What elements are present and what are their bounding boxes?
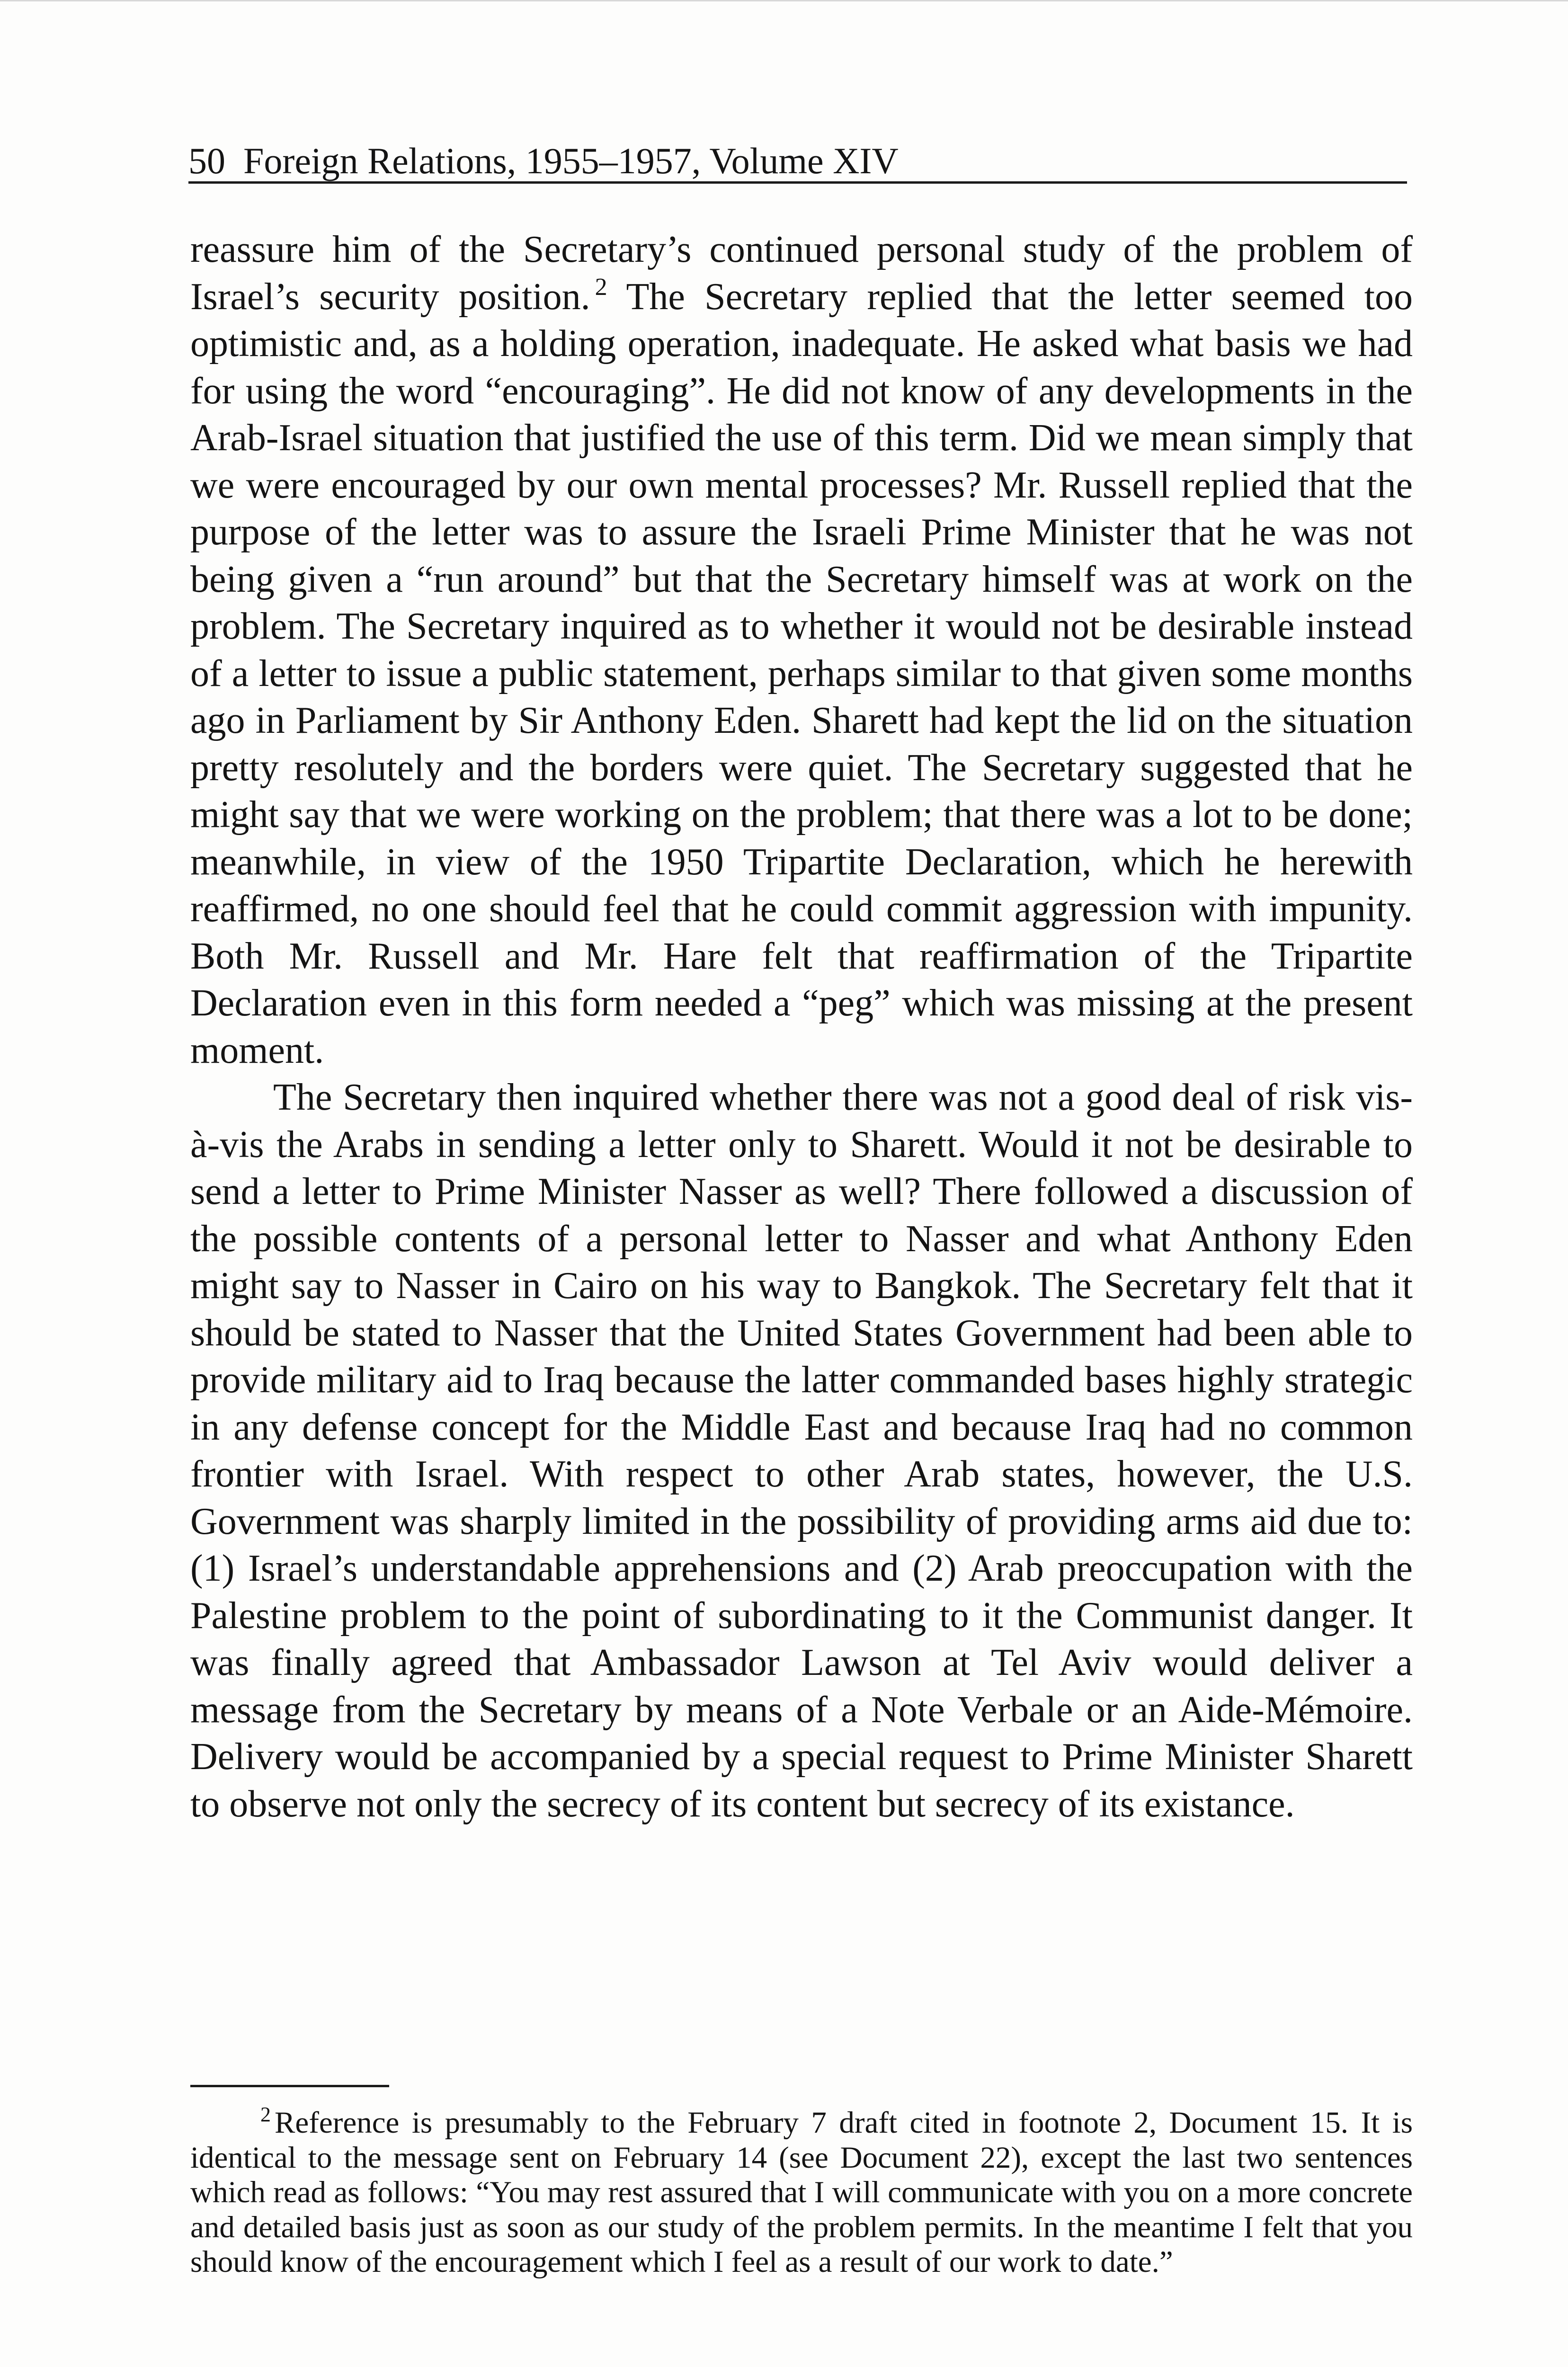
- paragraph-2: The Secretary then inquired whether there was not a good deal of risk vis-à-vis the Arabs in sending a letter only to Sharett. Would it not be desirable to send a letter to Prime Minister Nasser as well? There followed a discussion of the possible contents of a personal letter to Nasser and what Anthony Eden might say to Nasser in Cairo on his way to Bangkok. The Secretary felt that it should be stated to Nasser that the United States Government had been able to provide military aid to Iraq because the latter commanded bases highly strategic in any defense concept for the Middle East and because Iraq had no common frontier with Israel. With respect to other Arab states, however, the U.S. Government was sharply limited in the possibility of providing arms aid due to: (1) Israel’s understandable apprehensions and (2) Arab preoccupation with the Palestine problem to the point of subordinating to it the Communist danger. It was finally agreed that Ambassador Lawson at Tel Aviv would deliver a message from the Secretary by means of a Note Verbale or an Aide-Mémoire. Delivery would be accompanied by a special request to Prime Minister Sharett to observe not only the secrecy of its content but secrecy of its existance.: [190, 1077, 1413, 1825]
- top-edge-rule: [0, 0, 1568, 1]
- footnote-2: [190, 2103, 1413, 2280]
- paragraph-1-text-b: The Secretary replied that the letter seemed too optimistic and, as a holding operation, inadequate. He asked what basis we had for using the word “encouraging”. He did not know of any developments in the Arab-Israel situation that justified the use of this term. Did we mean simply that we were encouraged by our own mental processes? Mr. Russell replied that the purpose of the letter was to assure the Israeli Prime Minister that he was not being given a “run around” but that the Secretary himself was at work on the problem. The Secretary inquired as to whether it would not be desirable instead of a letter to issue a public statement, perhaps similar to that given some months ago in Parliament by Sir Anthony Eden. Sharett had kept the lid on the situation pretty resolutely and the borders were quiet. The Secretary suggested that he might say that we were working on the problem; that there was a lot to be done; meanwhile, in view of the 1950 Tripartite Declaration, which he herewith reaffirmed, no one should feel that he could commit aggression with impunity. Both Mr. Russell and Mr. Hare felt that reaffirmation of the Tripartite Declaration even in this form needed a “peg” which was missing at the present moment.: [190, 276, 1413, 1071]
- footnote-marker: 2: [260, 2103, 271, 2126]
- footnote-paragraph: [190, 2103, 1413, 2280]
- paragraph-1: [190, 226, 1413, 1074]
- running-title: Foreign Relations, 1955–1957, Volume XIV: [243, 140, 899, 181]
- footnote-separator: [190, 2085, 389, 2087]
- paragraph-1-text-a: reassure him of the Secretary’s continued personal study of the problem of Israel’s security position.: [190, 229, 1413, 318]
- body-text: [190, 226, 1413, 1828]
- page-number: 50: [188, 140, 225, 181]
- footnote-text: Reference is presumably to the February 7 draft cited in footnote 2, Document 15. It is identical to the message sent on February 14 (see Document 22), except the last two sentences which read as follows: “You may rest assured that I will communicate with you on a more concrete and detailed basis just as soon as our study of the problem permits. In the meantime I felt that you should know of the encouragement which I feel as a result of our work to date.”: [190, 2106, 1413, 2279]
- footnote-reference-2: 2: [595, 273, 607, 301]
- running-header: [188, 138, 1407, 184]
